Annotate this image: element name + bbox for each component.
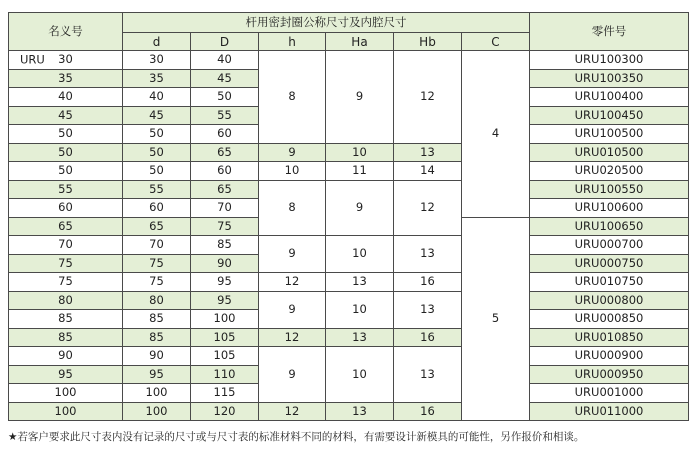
- ha-value: 13: [326, 328, 394, 347]
- nominal-size-cell: [9, 51, 123, 70]
- hb-value: 14: [394, 162, 462, 181]
- header-row: [9, 13, 689, 33]
- big-d-value: 60: [191, 125, 259, 144]
- d-value: 80: [123, 291, 191, 310]
- nominal-size: 100: [9, 402, 123, 421]
- table-row: [9, 347, 689, 366]
- col-header-ha: Ha: [326, 33, 394, 51]
- d-value: 85: [123, 328, 191, 347]
- hb-value: 16: [394, 273, 462, 292]
- big-d-value: 100: [191, 310, 259, 329]
- d-value: 100: [123, 384, 191, 403]
- nominal-size: 85: [9, 310, 123, 329]
- hb-value: 13: [394, 236, 462, 273]
- h-value: 12: [259, 328, 326, 347]
- d-value: 45: [123, 106, 191, 125]
- hb-value: 13: [394, 347, 462, 403]
- col-header-d: d: [123, 33, 191, 51]
- ha-value: 10: [326, 347, 394, 403]
- footnote: ★若客户要求此尺寸表内没有记录的尺寸或与尺寸表的标准材料不同的材料，有需要设计新模具的可能性，另作报价和相谈。: [8, 431, 585, 443]
- nominal-size: 40: [9, 88, 123, 107]
- nominal-prefix: URU: [20, 52, 45, 66]
- table-row: [9, 291, 689, 310]
- big-d-value: 115: [191, 384, 259, 403]
- part-number: URU000900: [530, 347, 689, 366]
- part-number: URU100300: [530, 51, 689, 70]
- table-row: [9, 180, 689, 199]
- part-number: URU000750: [530, 254, 689, 273]
- big-d-value: 120: [191, 402, 259, 421]
- d-value: 50: [123, 162, 191, 181]
- d-value: 35: [123, 69, 191, 88]
- big-d-value: 90: [191, 254, 259, 273]
- h-value: 8: [259, 180, 326, 236]
- h-value: 9: [259, 236, 326, 273]
- table-row: [9, 51, 689, 70]
- big-d-value: 105: [191, 328, 259, 347]
- d-value: 50: [123, 125, 191, 144]
- size-table: [8, 12, 689, 421]
- h-value: 10: [259, 162, 326, 181]
- nominal-size: 65: [9, 217, 123, 236]
- table-header: [9, 13, 689, 51]
- hb-value: 12: [394, 180, 462, 236]
- ha-value: 9: [326, 51, 394, 144]
- nominal-size: 90: [9, 347, 123, 366]
- part-number: URU100550: [530, 180, 689, 199]
- nominal-size: 50: [9, 125, 123, 144]
- big-d-value: 65: [191, 143, 259, 162]
- d-value: 95: [123, 365, 191, 384]
- ha-value: 11: [326, 162, 394, 181]
- table-row: [9, 236, 689, 255]
- h-value: 12: [259, 273, 326, 292]
- table-row: [9, 143, 689, 162]
- d-value: 60: [123, 199, 191, 218]
- nominal-size: 70: [9, 236, 123, 255]
- h-value: 12: [259, 402, 326, 421]
- big-d-value: 40: [191, 51, 259, 70]
- nominal-size: 100: [9, 384, 123, 403]
- col-header-hb: Hb: [394, 33, 462, 51]
- col-header-big-d: D: [191, 33, 259, 51]
- part-number: URU100600: [530, 199, 689, 218]
- c-value: 4: [462, 51, 530, 218]
- d-value: 30: [123, 51, 191, 70]
- big-d-value: 95: [191, 273, 259, 292]
- nominal-size: 80: [9, 291, 123, 310]
- nominal-size: 75: [9, 254, 123, 273]
- col-header-c: C: [462, 33, 530, 51]
- big-d-value: 60: [191, 162, 259, 181]
- ha-value: 13: [326, 273, 394, 292]
- d-value: 75: [123, 273, 191, 292]
- d-value: 40: [123, 88, 191, 107]
- nominal-size: 50: [9, 162, 123, 181]
- part-number: URU000800: [530, 291, 689, 310]
- part-number: URU011000: [530, 402, 689, 421]
- part-number: URU100500: [530, 125, 689, 144]
- part-number: URU100400: [530, 88, 689, 107]
- hb-value: 16: [394, 328, 462, 347]
- part-number: URU000950: [530, 365, 689, 384]
- d-value: 75: [123, 254, 191, 273]
- dimensions-header: 杆用密封圈公称尺寸及内腔尺寸: [123, 13, 530, 33]
- nominal-size: 85: [9, 328, 123, 347]
- hb-value: 13: [394, 143, 462, 162]
- big-d-value: 65: [191, 180, 259, 199]
- part-number: URU001000: [530, 384, 689, 403]
- part-number: URU010850: [530, 328, 689, 347]
- part-number: URU000850: [530, 310, 689, 329]
- h-value: 9: [259, 347, 326, 403]
- big-d-value: 95: [191, 291, 259, 310]
- nominal-size: 60: [9, 199, 123, 218]
- nominal-header: 名义号: [9, 13, 123, 51]
- d-value: 100: [123, 402, 191, 421]
- h-value: 9: [259, 291, 326, 328]
- nominal-size: 45: [9, 106, 123, 125]
- nominal-size: 50: [9, 143, 123, 162]
- hb-value: 16: [394, 402, 462, 421]
- ha-value: 10: [326, 143, 394, 162]
- big-d-value: 75: [191, 217, 259, 236]
- hb-value: 12: [394, 51, 462, 144]
- table-row: [9, 273, 689, 292]
- big-d-value: 85: [191, 236, 259, 255]
- big-d-value: 55: [191, 106, 259, 125]
- big-d-value: 105: [191, 347, 259, 366]
- d-value: 50: [123, 143, 191, 162]
- d-value: 90: [123, 347, 191, 366]
- part-number: URU020500: [530, 162, 689, 181]
- big-d-value: 45: [191, 69, 259, 88]
- big-d-value: 110: [191, 365, 259, 384]
- h-value: 8: [259, 51, 326, 144]
- d-value: 70: [123, 236, 191, 255]
- big-d-value: 50: [191, 88, 259, 107]
- d-value: 55: [123, 180, 191, 199]
- part-number: URU100450: [530, 106, 689, 125]
- h-value: 9: [259, 143, 326, 162]
- table-body: [9, 51, 689, 421]
- ha-value: 10: [326, 291, 394, 328]
- d-value: 85: [123, 310, 191, 329]
- nominal-size: 55: [9, 180, 123, 199]
- table-row: [9, 328, 689, 347]
- ha-value: 13: [326, 402, 394, 421]
- nominal-size: 35: [9, 69, 123, 88]
- col-header-h: h: [259, 33, 326, 51]
- ha-value: 9: [326, 180, 394, 236]
- d-value: 65: [123, 217, 191, 236]
- table-row: [9, 162, 689, 181]
- part-number-header: 零件号: [530, 13, 689, 51]
- ha-value: 10: [326, 236, 394, 273]
- nominal-size: 30: [58, 52, 73, 66]
- part-number: URU100650: [530, 217, 689, 236]
- nominal-size: 75: [9, 273, 123, 292]
- table-row: [9, 402, 689, 421]
- c-value: 5: [462, 217, 530, 421]
- part-number: URU010750: [530, 273, 689, 292]
- hb-value: 13: [394, 291, 462, 328]
- big-d-value: 70: [191, 199, 259, 218]
- part-number: URU100350: [530, 69, 689, 88]
- nominal-size: 95: [9, 365, 123, 384]
- part-number: URU000700: [530, 236, 689, 255]
- part-number: URU010500: [530, 143, 689, 162]
